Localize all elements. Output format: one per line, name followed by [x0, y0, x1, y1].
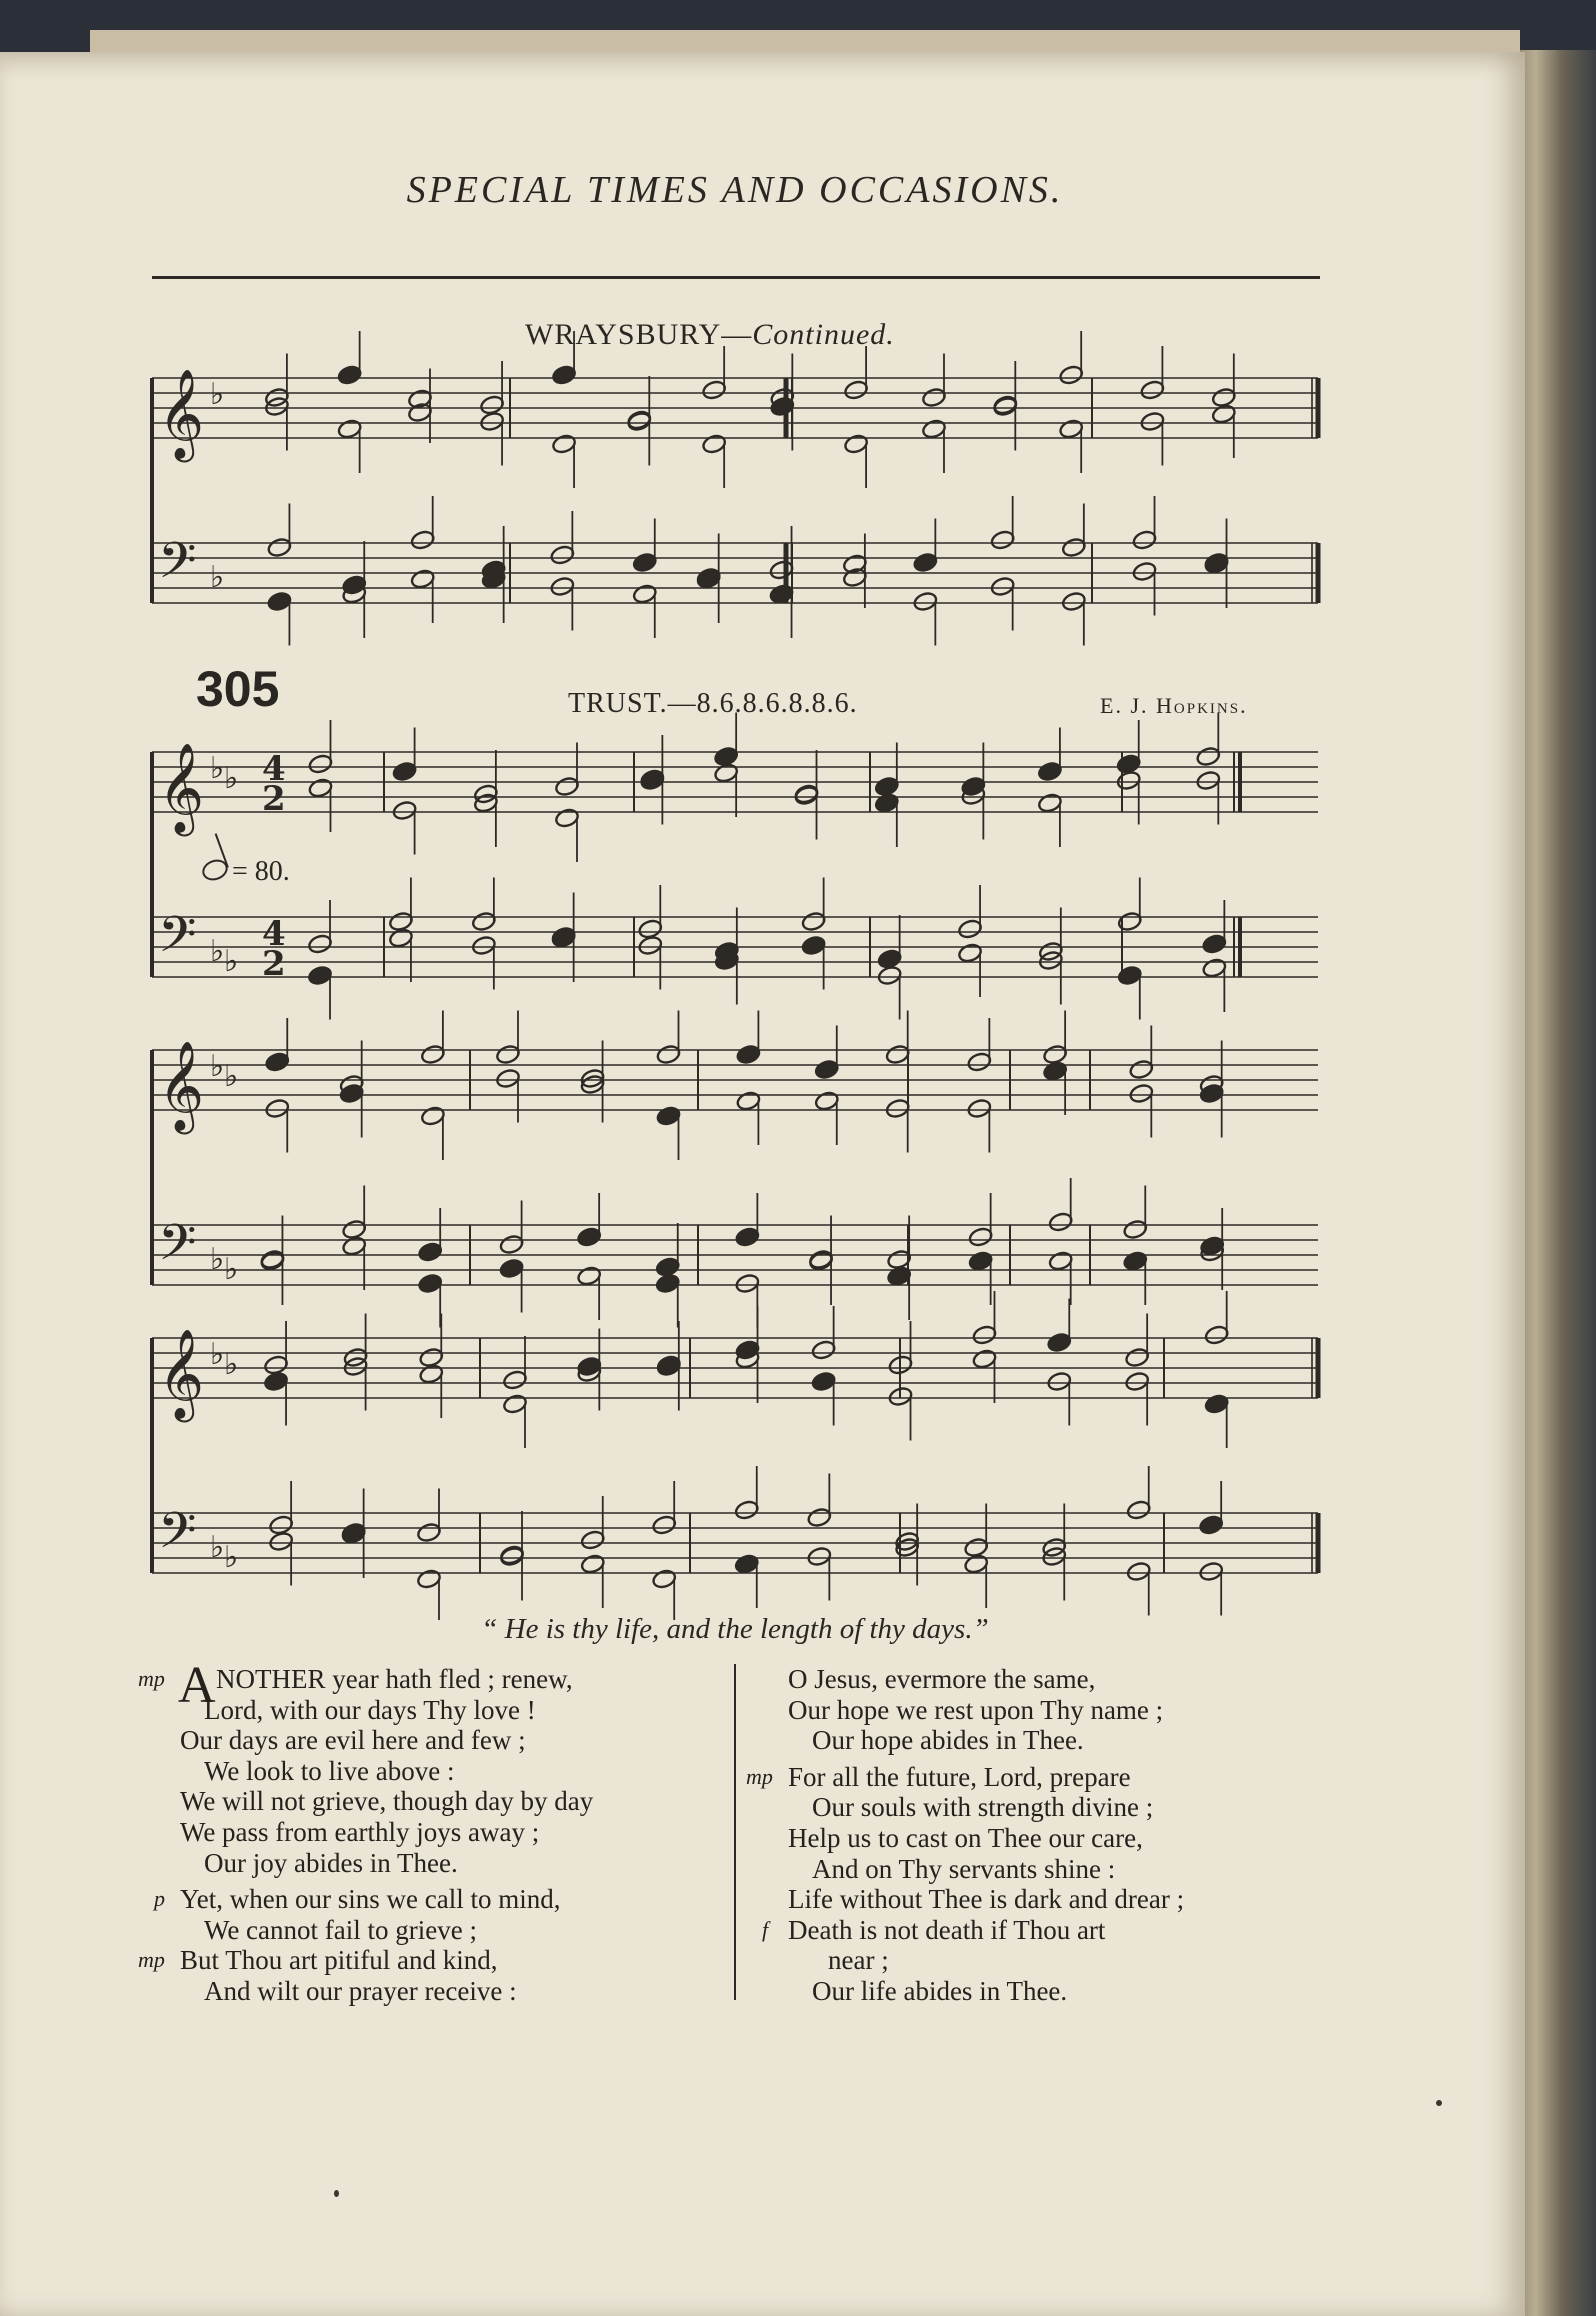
- flat-icon: ♭: [210, 1530, 225, 1565]
- verse-text: NOTHER year hath fled ; renew,: [216, 1664, 573, 1694]
- ink-speck: [1436, 2100, 1442, 2106]
- notehead: [877, 965, 903, 987]
- verse-text: Life without Thee is dark and drear ;: [788, 1884, 1185, 1915]
- treble-clef-icon: 𝄞: [158, 1041, 205, 1131]
- notehead: [1046, 1332, 1072, 1354]
- notehead: [267, 537, 293, 559]
- notehead: [806, 1546, 832, 1568]
- notehead: [392, 761, 418, 783]
- notehead: [990, 576, 1016, 598]
- notehead: [655, 1273, 681, 1295]
- notehead: [843, 433, 869, 455]
- dynamic-mark: mp: [138, 1666, 165, 1691]
- notehead: [656, 1105, 682, 1127]
- verse-text: And on Thy servants shine :: [812, 1853, 1116, 1884]
- verse-text: Death is not death if Thou art: [788, 1914, 1106, 1945]
- epigraph: “ He is thy life, and the length of thy days.”: [481, 1613, 989, 1645]
- flat-icon: ♭: [210, 751, 225, 786]
- notehead: [921, 387, 947, 409]
- notehead: [410, 529, 436, 551]
- notehead: [1132, 529, 1158, 551]
- notehead: [814, 1090, 840, 1112]
- verse-text: Lord, with our days Thy love !: [204, 1694, 536, 1725]
- bass-clef-icon: 𝄢: [158, 1502, 197, 1572]
- notehead: [736, 1044, 762, 1066]
- notehead: [308, 753, 334, 775]
- running-head: SPECIAL TIMES AND OCCASIONS.: [406, 169, 1064, 211]
- notehead: [769, 583, 795, 605]
- notehead: [1046, 1371, 1072, 1393]
- notehead: [734, 1499, 760, 1521]
- notehead: [990, 529, 1016, 551]
- notehead: [1122, 1219, 1148, 1241]
- notehead: [341, 1235, 367, 1257]
- flat-icon: ♭: [224, 1347, 239, 1382]
- flat-icon: ♭: [210, 1242, 225, 1277]
- notehead: [801, 911, 827, 933]
- notehead: [966, 1051, 992, 1073]
- treble-clef-icon: 𝄞: [158, 369, 205, 459]
- verse-text: For all the future, Lord, prepare: [788, 1761, 1131, 1792]
- notehead: [734, 1553, 760, 1575]
- notehead: [1198, 1514, 1224, 1536]
- notehead: [972, 1324, 998, 1346]
- verse-text: O Jesus, evermore the same,: [788, 1664, 1096, 1694]
- notehead: [1204, 1393, 1230, 1415]
- notehead: [1128, 1059, 1154, 1081]
- notehead: [1117, 965, 1143, 987]
- notehead: [966, 1098, 992, 1120]
- notehead: [420, 1044, 446, 1066]
- notehead: [1211, 403, 1237, 425]
- notehead: [502, 1393, 528, 1415]
- notehead: [651, 1568, 677, 1590]
- notehead: [885, 1098, 911, 1120]
- composer: E. J. Hopkins.: [1100, 693, 1248, 718]
- flat-icon: ♭: [224, 761, 239, 796]
- notehead: [637, 935, 663, 957]
- notehead: [1140, 379, 1166, 401]
- notehead: [417, 1241, 443, 1263]
- verse-text: We will not grieve, though day by day: [180, 1786, 594, 1817]
- notehead: [388, 927, 414, 949]
- tune-title: TRUST.—8.6.8.6.8.8.6.: [568, 688, 858, 719]
- notehead: [921, 418, 947, 440]
- continued-tune: WRAYSBURY—: [525, 318, 753, 351]
- notehead: [308, 777, 334, 799]
- time-signature: 2: [262, 944, 286, 984]
- treble-clef-icon: 𝄞: [158, 743, 205, 833]
- flat-icon: ♭: [224, 1059, 239, 1094]
- tempo-value: = 80.: [232, 856, 290, 887]
- notehead: [811, 1339, 837, 1361]
- notehead: [580, 1553, 606, 1575]
- notehead: [968, 1250, 994, 1272]
- notehead: [416, 1568, 442, 1590]
- verse-text: We pass from earthly joys away ;: [180, 1816, 540, 1847]
- dynamic-mark: mp: [138, 1947, 165, 1973]
- notehead: [576, 1226, 602, 1248]
- notehead: [410, 568, 436, 590]
- notehead: [549, 544, 575, 566]
- notehead: [418, 1363, 444, 1385]
- notehead: [551, 364, 577, 386]
- notehead: [554, 807, 580, 829]
- notehead: [1201, 957, 1227, 979]
- notehead: [1126, 1499, 1152, 1521]
- notehead: [1048, 1211, 1074, 1233]
- notehead: [912, 552, 938, 574]
- treble-clef-icon: 𝄞: [158, 1329, 205, 1419]
- notehead: [264, 1098, 290, 1120]
- flat-icon: ♭: [210, 1337, 225, 1372]
- notehead: [1126, 1561, 1152, 1583]
- verse-text: But Thou art pitiful and kind,: [180, 1945, 498, 1976]
- verse-text: Yet, when our sins we call to mind,: [180, 1884, 561, 1915]
- notehead: [1117, 911, 1143, 933]
- dynamic-mark: mp: [746, 1763, 773, 1789]
- bass-clef-icon: 𝄢: [158, 1214, 197, 1284]
- notehead: [392, 800, 418, 822]
- hymn-number: 305: [196, 661, 280, 717]
- notehead: [1140, 411, 1166, 433]
- notehead: [701, 379, 727, 401]
- notehead: [267, 591, 293, 613]
- notehead: [479, 411, 505, 433]
- verse-text: We look to live above :: [204, 1755, 455, 1786]
- notehead: [499, 1234, 525, 1256]
- notehead: [963, 1553, 989, 1575]
- notehead: [1204, 1324, 1230, 1346]
- notehead: [1061, 537, 1087, 559]
- verse-text: Our souls with strength divine ;: [812, 1792, 1154, 1823]
- notehead: [1058, 418, 1084, 440]
- notehead: [1201, 933, 1227, 955]
- notehead: [337, 418, 363, 440]
- ink-speck: [334, 2190, 339, 2197]
- notehead: [843, 379, 869, 401]
- notehead: [656, 1044, 682, 1066]
- half-note-icon: [199, 856, 230, 884]
- notehead: [1061, 591, 1087, 613]
- notehead: [576, 1265, 602, 1287]
- notehead: [632, 552, 658, 574]
- notehead: [769, 559, 795, 581]
- notehead: [1048, 1250, 1074, 1272]
- notehead: [1122, 1250, 1148, 1272]
- flat-icon: ♭: [224, 1252, 239, 1287]
- notehead: [420, 1105, 446, 1127]
- verse-text: Our days are evil here and few ;: [180, 1725, 526, 1756]
- notehead: [972, 1348, 998, 1370]
- dynamic-mark: f: [762, 1916, 769, 1942]
- notehead: [1058, 364, 1084, 386]
- notehead: [263, 1371, 289, 1393]
- verse-text: We cannot fail to grieve ;: [204, 1914, 477, 1945]
- notehead: [1128, 1083, 1154, 1105]
- notehead: [337, 364, 363, 386]
- notehead: [495, 1044, 521, 1066]
- verse-text: Our joy abides in Thee.: [204, 1847, 458, 1878]
- verse-text: Our hope abides in Thee.: [812, 1725, 1084, 1756]
- notehead: [554, 776, 580, 798]
- notehead: [912, 591, 938, 613]
- notehead: [734, 1273, 760, 1295]
- time-signature: 2: [262, 779, 286, 819]
- notehead: [502, 1369, 528, 1391]
- notehead: [1195, 746, 1221, 768]
- notehead: [1037, 792, 1063, 814]
- notehead: [734, 1226, 760, 1248]
- flat-icon: ♭: [224, 1540, 239, 1575]
- notehead: [416, 1522, 442, 1544]
- notehead: [1116, 770, 1142, 792]
- notehead: [471, 935, 497, 957]
- notehead: [814, 1059, 840, 1081]
- verse-text: And wilt our prayer receive :: [204, 1975, 517, 2006]
- notehead: [1132, 561, 1158, 583]
- flat-icon: ♭: [210, 377, 225, 412]
- notehead: [549, 576, 575, 598]
- time-signature: 4: [262, 749, 286, 789]
- notehead: [471, 911, 497, 933]
- notehead: [417, 1273, 443, 1295]
- notehead: [1195, 770, 1221, 792]
- notehead: [701, 433, 727, 455]
- notehead: [268, 1531, 294, 1553]
- verse-text: Our hope we rest upon Thy name ;: [788, 1694, 1164, 1725]
- verse-text: Help us to cast on Thee our care,: [788, 1822, 1143, 1853]
- notehead: [968, 1226, 994, 1248]
- bass-clef-icon: 𝄢: [158, 906, 197, 976]
- column-rule: [734, 1664, 736, 2000]
- flat-icon: ♭: [224, 944, 239, 979]
- notehead: [801, 935, 827, 957]
- notehead: [551, 433, 577, 455]
- notehead: [307, 933, 333, 955]
- flat-icon: ♭: [210, 934, 225, 969]
- time-signature: 4: [262, 914, 286, 954]
- notehead: [580, 1529, 606, 1551]
- notehead: [495, 1068, 521, 1090]
- notehead: [1037, 761, 1063, 783]
- continued-suffix: Continued.: [752, 318, 895, 351]
- dynamic-mark: p: [154, 1886, 165, 1912]
- tempo-mark: [202, 856, 290, 888]
- notehead: [806, 1507, 832, 1529]
- verse-text: Our life abides in Thee.: [812, 1975, 1068, 2006]
- notehead: [264, 1051, 290, 1073]
- verse-text: near ;: [828, 1945, 889, 1976]
- flat-icon: ♭: [210, 1049, 225, 1084]
- bass-clef-icon: 𝄢: [158, 532, 197, 602]
- notehead: [811, 1371, 837, 1393]
- notehead: [736, 1090, 762, 1112]
- notehead: [1198, 1561, 1224, 1583]
- notehead: [1042, 1060, 1068, 1082]
- notehead: [713, 762, 739, 784]
- notehead: [307, 965, 333, 987]
- notehead: [499, 1258, 525, 1280]
- notehead: [1124, 1347, 1150, 1369]
- notehead: [651, 1514, 677, 1536]
- notehead: [632, 583, 658, 605]
- notehead: [1124, 1371, 1150, 1393]
- flat-icon: ♭: [210, 560, 225, 595]
- notehead: [957, 918, 983, 940]
- drop-cap: A: [178, 1657, 216, 1714]
- notehead: [874, 792, 900, 814]
- notehead: [885, 1044, 911, 1066]
- notehead: [957, 942, 983, 964]
